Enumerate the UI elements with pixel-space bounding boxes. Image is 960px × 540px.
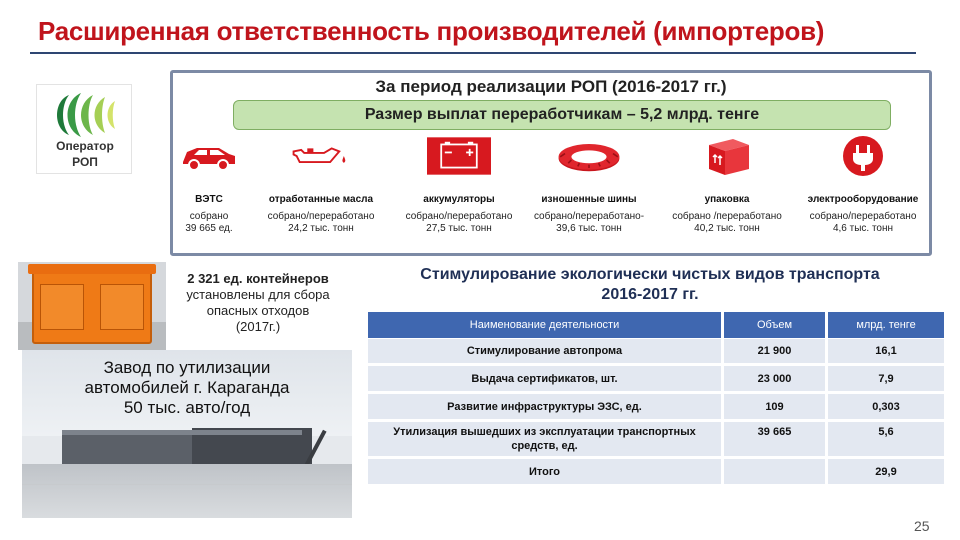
category-packaging — [657, 135, 797, 235]
category-name: аккумуляторы — [423, 194, 495, 205]
table-header-row — [368, 312, 944, 338]
row-volume: 109 — [765, 400, 784, 413]
period-title: За период реализации РОП (2016-2017 гг.) — [375, 77, 727, 96]
incentives-title — [370, 265, 930, 305]
waste-container-photo — [18, 262, 166, 350]
category-status: собрано/переработано — [809, 211, 917, 222]
category-amount: 39 665 ед. — [185, 223, 233, 234]
payments-banner: Размер выплат переработчикам – 5,2 млрд. тенге — [233, 100, 891, 130]
recycling-plant-photo — [22, 350, 352, 518]
plant-caption — [22, 358, 352, 418]
containers-line3: (2017г.) — [235, 319, 281, 334]
category-tires — [519, 135, 659, 235]
row-activity: Утилизация вышедших из эксплуатации транспортных средств, ед. — [393, 426, 696, 452]
car-icon — [177, 135, 241, 177]
category-amount: 27,5 тыс. тонн — [426, 223, 492, 234]
category-amount: 40,2 тыс. тонн — [694, 223, 760, 234]
containers-line2: опасных отходов — [206, 303, 310, 318]
header-amount: млрд. тенге — [856, 319, 916, 331]
incentives-title-line1: Стимулирование экологически чистых видов транспорта — [420, 266, 880, 283]
header-volume: Объем — [756, 319, 793, 331]
category-status: собрано/переработано — [267, 211, 375, 222]
plug-icon — [831, 135, 895, 177]
battery-icon — [427, 135, 491, 177]
category-status: собрано/переработано — [405, 211, 513, 222]
row-volume: 39 665 — [757, 426, 792, 438]
tire-icon — [557, 135, 621, 177]
category-status: собрано /переработано — [672, 211, 782, 222]
slide-title: Расширенная ответственность производителей (импортеров) — [38, 16, 825, 46]
category-status: собрано — [189, 211, 229, 222]
oil-can-icon — [289, 135, 353, 177]
category-amount: 4,6 тыс. тонн — [832, 223, 894, 234]
package-icon — [695, 135, 759, 177]
category-name: упаковка — [704, 194, 750, 205]
category-batteries — [389, 135, 529, 235]
category-amount: 39,6 тыс. тонн — [556, 223, 622, 234]
row-amount: 29,9 — [875, 465, 897, 478]
period-panel — [170, 70, 932, 256]
category-name: электрооборудование — [807, 194, 919, 205]
table-row — [368, 422, 944, 456]
category-status: собрано/переработано- — [533, 211, 645, 222]
category-name: ВЭТС — [195, 194, 223, 205]
logo-text-operator: Оператор — [56, 139, 114, 153]
header-activity: Наименование деятельности — [469, 319, 620, 331]
row-activity: Развитие инфраструктуры ЭЗС, ед. — [447, 400, 642, 413]
row-activity: Итого — [528, 465, 561, 478]
category-oils — [251, 135, 391, 235]
row-volume: 21 900 — [757, 345, 792, 357]
category-name: отработанные масла — [268, 194, 374, 205]
containers-count: 2 321 ед. контейнеров — [187, 271, 329, 286]
row-amount: 7,9 — [878, 372, 894, 385]
table-row-total — [368, 459, 944, 484]
row-activity: Выдача сертификатов, шт. — [471, 372, 618, 385]
logo-text-rop: РОП — [72, 155, 98, 169]
title-rule — [40, 52, 916, 54]
containers-line1: установлены для сбора — [186, 287, 330, 302]
leaf-logo-icon — [49, 91, 121, 139]
row-amount: 5,6 — [878, 426, 894, 438]
plant-line2: автомобилей г. Караганда — [84, 378, 290, 397]
row-amount: 16,1 — [875, 345, 897, 357]
incentives-title-line2: 2016-2017 гг. — [601, 286, 699, 303]
table-row — [368, 339, 944, 363]
table-row — [368, 366, 944, 391]
row-amount: 0,303 — [872, 400, 900, 413]
plant-line1: Завод по утилизации — [103, 358, 271, 377]
row-activity: Стимулирование автопрома — [466, 345, 623, 357]
containers-info — [170, 271, 346, 335]
row-volume — [724, 459, 825, 484]
page-number: 25 — [914, 518, 930, 534]
operator-rop-logo — [36, 84, 132, 174]
category-amount: 24,2 тыс. тонн — [288, 223, 354, 234]
table-row — [368, 394, 944, 419]
plant-line3: 50 тыс. авто/год — [123, 398, 251, 417]
category-name: изношенные шины — [541, 194, 637, 205]
category-electrical — [793, 135, 933, 235]
row-volume: 23 000 — [757, 372, 792, 385]
